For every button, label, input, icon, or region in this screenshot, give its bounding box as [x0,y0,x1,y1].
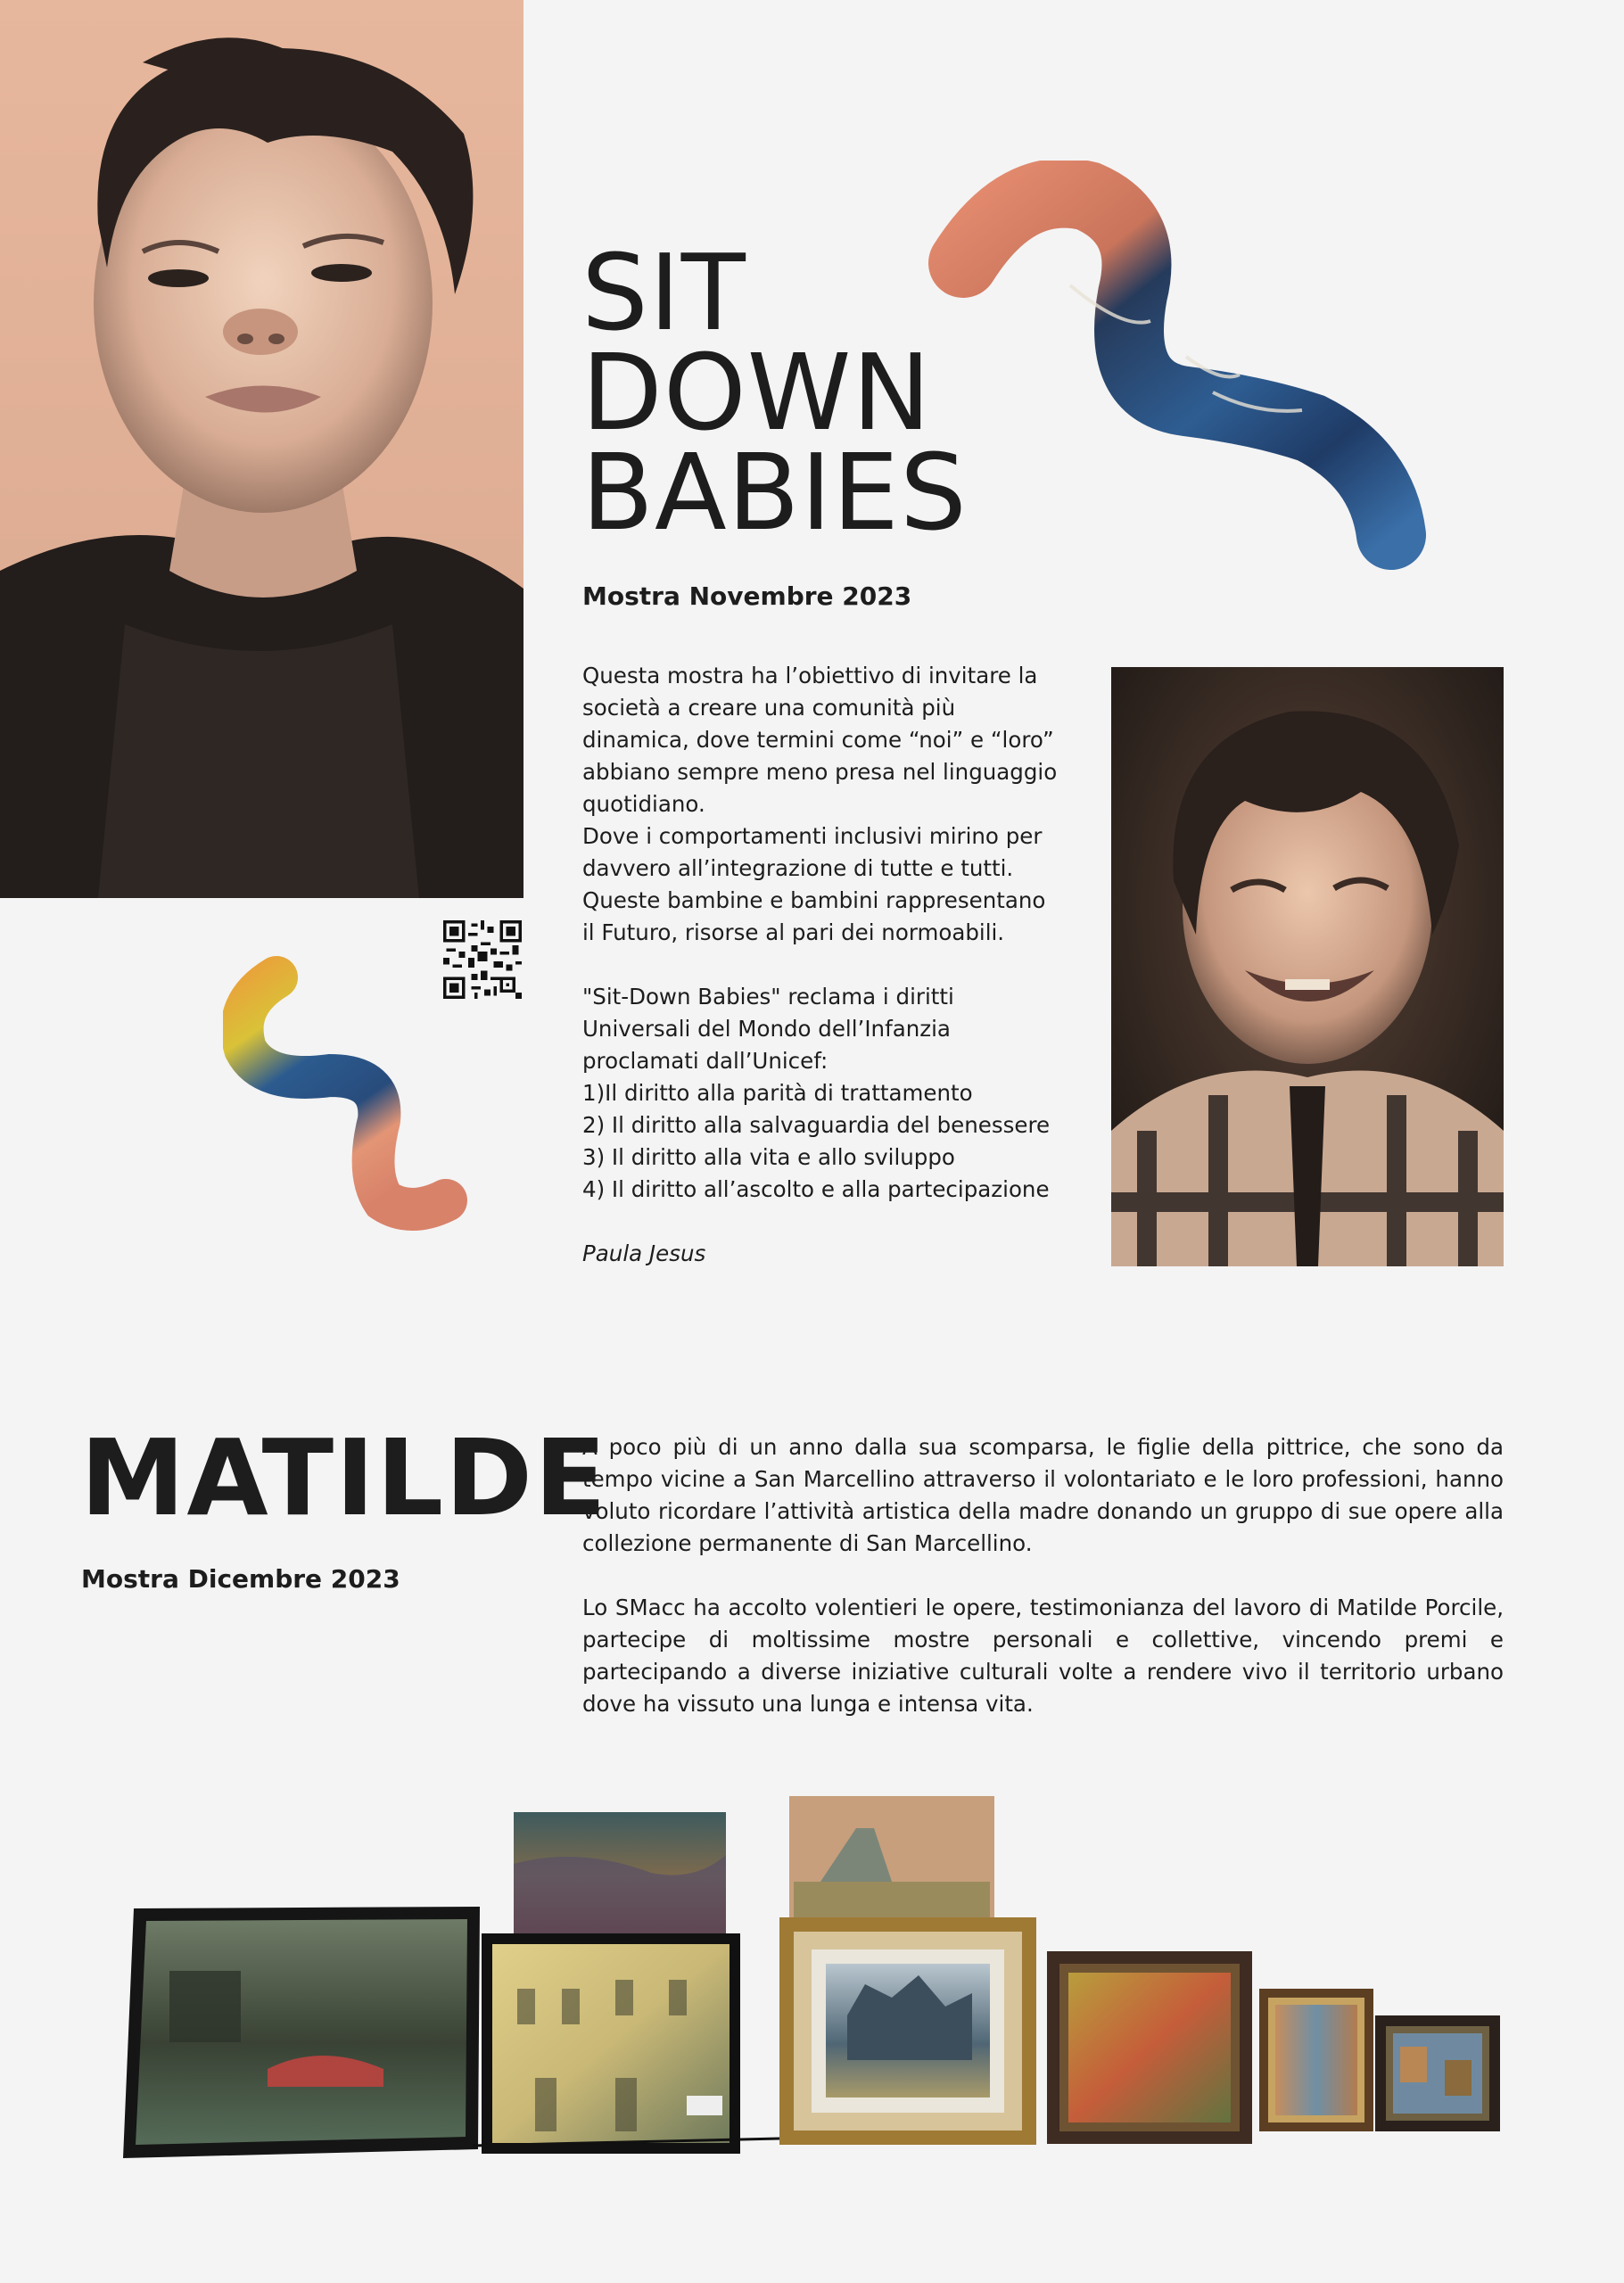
exhibition-title [581,231,968,554]
paintings-collection-photo [116,1793,1507,2167]
rights-item: 1)Il diritto alla parità di trattamento [582,1080,973,1106]
rights-item: 3) Il diritto alla vita e allo sviluppo [582,1144,955,1170]
rights-intro: "Sit-Down Babies" reclama i diritti Universali del Mondo dell’Infanzia proclamati dall’Unicef: [582,984,954,1074]
portrait-photo-girl [1111,667,1504,1266]
matilde-description [582,1431,1504,1720]
description-paragraph: Dove i comportamenti inclusivi mirino per davvero all’integrazione di tutte e tutti. [582,823,1043,881]
title-line: BABIES [581,431,968,554]
exhibition-description [582,660,1064,1270]
title-line: SIT [581,231,746,354]
brushstroke-squiggle-decoration-small [223,951,482,1254]
portrait-photo-boy [0,0,523,898]
rights-item: 2) Il diritto alla salvaguardia del benessere [582,1112,1051,1138]
brushstroke-squiggle-decoration [919,161,1458,606]
author-signature: Paula Jesus [582,1240,706,1266]
title-line: DOWN [581,331,932,454]
description-paragraph: A poco più di un anno dalla sua scomparsa, le figlie della pittrice, che sono da tempo vicine a San Marcellino attraverso il volontariato e le loro professioni, hanno voluto ricordare l’attività artistica della madre donando un gruppo di sue opere alla collezione permanente di San Marcellino. [582,1434,1504,1556]
rights-item: 4) Il diritto all’ascolto e alla partecipazione [582,1176,1050,1202]
exhibition-title-matilde: MATILDE [80,1416,608,1539]
exhibition-date: Mostra Novembre 2023 [582,581,912,611]
exhibition-date-matilde: Mostra Dicembre 2023 [81,1564,400,1594]
description-paragraph: Lo SMacc ha accolto volentieri le opere, testimonianza del lavoro di Matilde Porcile, partecipe di moltissime mostre personali e collettive, vincendo premi e partecipando a diverse iniziative culturali volte a rendere vivo il territorio urbano dove ha vissuto una lunga e intensa vita. [582,1595,1504,1717]
description-paragraph: Queste bambine e bambini rappresentano il Futuro, risorse al pari dei normoabili. [582,887,1046,945]
description-paragraph: Questa mostra ha l’obiettivo di invitare la società a creare una comunità più dinamica, dove termini come “noi” e “loro” abbiano sempre meno presa nel linguaggio quotidiano. [582,663,1058,817]
